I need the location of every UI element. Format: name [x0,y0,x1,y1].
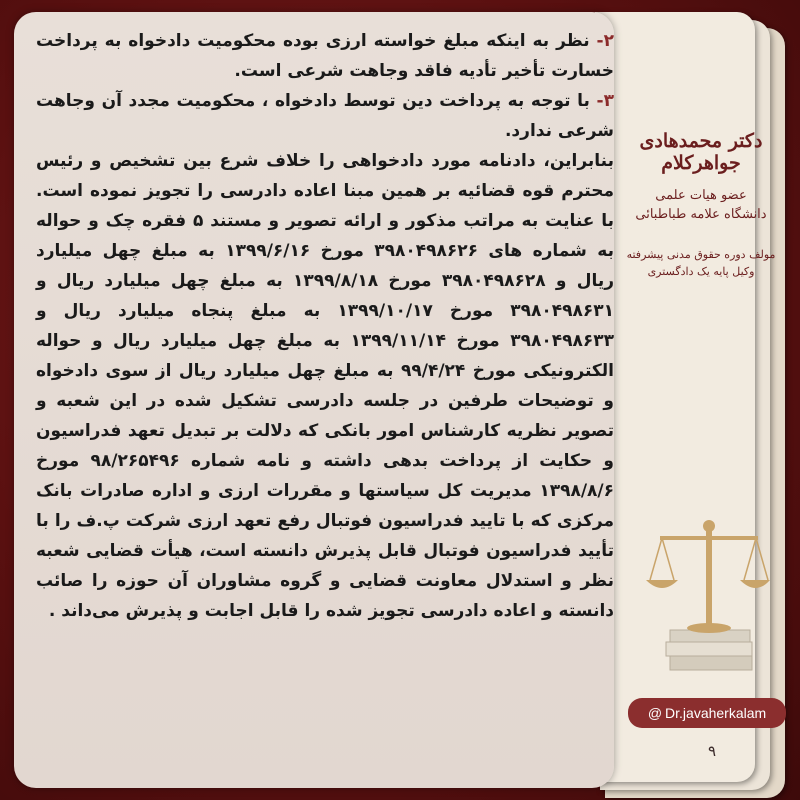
paragraph-number: ۳- [596,91,614,111]
instagram-icon: @ [647,705,663,721]
author-panel [616,120,786,278]
social-handle: Dr.javaherkalam [665,705,767,721]
author-lawyer: وکیل پایه یک دادگستری [647,265,755,278]
page-number: ۹ [707,742,717,760]
paragraph-text: بنابراین، دادنامه مورد دادخواهی را خلاف شرع بین تشخیص و رئیس محترم قوه قضائیه بر همین مبنا اعاده دادرسی را تجویز نموده است. با عنایت به مراتب مذکور و ارائه تصویر و مستند ۵ فقره چک و حواله به شماره های ۳۹۸۰۴۹۸۶۲۶ مورخ ۱۳۹۹/۶/۱۶ به مبلغ چهل میلیارد ریال و ۳۹۸۰۴۹۸۶۲۸ مورخ ۱۳۹۹/۸/۱۸ به مبلغ چهل میلیارد ریال و ۳۹۸۰۴۹۸۶۳۱ مورخ ۱۳۹۹/۱۰/۱۷ به مبلغ پنجاه میلیارد ریال و ۳۹۸۰۴۹۸۶۳۳ مورخ ۱۳۹۹/۱۱/۱۴ به مبلغ چهل میلیارد ریال و حواله الکترونیکی مورخ ۹۹/۴/۲۴ به مبلغ چهل میلیارد ریال از سوی دادخواه و توضیحات طرفین در جلسه دادرسی تشکیل شده در این شعبه و تصویر نظریه کارشناس امور بانکی که دلالت بر تبدیل تعهد فدراسیون و حکایت از پرداخت بدهی داشته و نامه شماره ۹۸/۲۶۵۴۹۶ مورخ ۱۳۹۸/۸/۶ مدیریت کل سیاستها و مقررات ارزی و اداره صادرات بانک مرکزی که با تایید فدراسیون فوتبال رفع تعهد ارزی شرکت پ.ف را با تأیید فدراسیون فوتبال قابل پذیرش دانسته است، هیأت قضایی شعبه نظر و استدلال معاونت قضایی و گروه مشاوران آن حوزه را صائب دانسته و اعاده دادرسی تجویز شده را قابل اجابت و پذیرش می‌داند . [36,151,615,621]
paragraph-number: ۲- [596,31,614,51]
paragraph-text: با توجه به پرداخت دین توسط دادخواه ، محکومیت مجدد آن وجاهت شرعی ندارد. [36,91,614,141]
author-name: دکتر محمدهادی جواهرکلام [639,130,763,174]
paragraph-3 [36,86,614,146]
paragraph-text: نظر به اینکه مبلغ خواسته ارزی بوده محکومیت دادخواه به پرداخت خسارت تأخیر تأدیه فاقد وجاهت شرعی است. [36,31,614,81]
social-handle-badge[interactable] [628,698,786,728]
body-text [36,26,614,626]
text-page [14,12,614,788]
author-role: عضو هیات علمی [655,188,747,203]
paragraph-conclusion [36,146,614,626]
author-book: مولف دوره حقوق مدنی پیشرفته [626,248,776,261]
paragraph-2 [36,26,614,86]
scales-of-justice-icon [640,500,770,680]
author-university: دانشگاه علامه طباطبائی [635,207,767,222]
